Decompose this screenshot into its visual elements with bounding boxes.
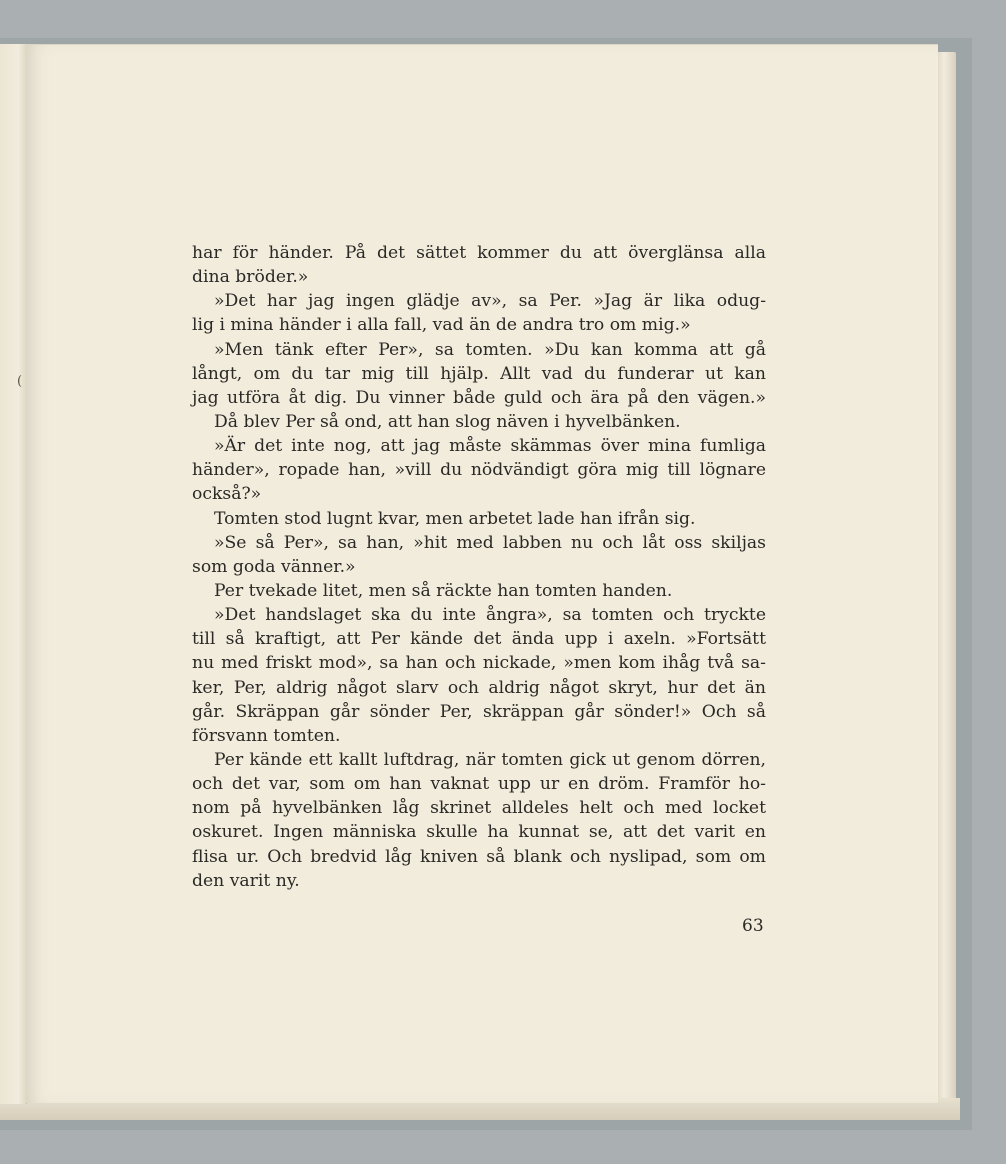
- text-line: också?»: [192, 484, 262, 505]
- margin-mark: (: [17, 374, 23, 389]
- text-line: »Det har jag ingen glädje av», sa Per. »Jag är lika odug-: [214, 291, 766, 312]
- text-line: har för händer. På det sättet kommer du att överglänsa alla: [192, 243, 766, 263]
- text-line: »Se så Per», sa han, »hit med labben nu och låt oss skiljas: [214, 532, 766, 553]
- text-line: Per tvekade litet, men så räckte han tomten handen.: [214, 580, 673, 601]
- text-line: nom på hyvelbänken låg skrinet alldeles helt och med locket: [192, 798, 766, 819]
- text-line: Tomten stod lugnt kvar, men arbetet lade han ifrån sig.: [214, 508, 696, 529]
- text-line: nu med friskt mod», sa han och nickade, »men kom ihåg två sa-: [192, 653, 766, 674]
- text-line: »Är det inte nog, att jag måste skämmas över mina fumliga: [214, 436, 766, 457]
- text-line: jag utföra åt dig. Du vinner både guld och ära på den vägen.»: [192, 387, 766, 408]
- text-line: långt, om du tar mig till hjälp. Allt vad du funderar ut kan: [192, 363, 766, 384]
- text-line: händer», ropade han, »vill du nödvändigt göra mig till lögnare: [192, 460, 766, 481]
- text-line: ker, Per, aldrig något slarv och aldrig något skryt, hur det än: [192, 677, 766, 698]
- text-line: »Men tänk efter Per», sa tomten. »Du kan komma att gå: [214, 339, 766, 360]
- text-line: och det var, som om han vaknat upp ur en dröm. Framför ho-: [192, 774, 766, 795]
- left-page-strip: [0, 44, 27, 1104]
- text-line: som goda vänner.»: [192, 556, 356, 577]
- text-line: till så kraftigt, att Per kände det ända upp i axeln. »Fortsätt: [192, 629, 766, 650]
- text-line: »Det handslaget ska du inte ångra», sa tomten och tryckte: [214, 605, 766, 626]
- text-line: försvann tomten.: [192, 725, 341, 746]
- text-line: Per kände ett kallt luftdrag, när tomten gick ut genom dörren,: [214, 749, 766, 770]
- text-line: oskuret. Ingen människa skulle ha kunnat se, att det varit en: [192, 822, 766, 843]
- page-number: 63: [742, 916, 764, 936]
- text-line: dina bröder.»: [192, 267, 309, 288]
- body-text: [192, 241, 766, 893]
- text-line: flisa ur. Och bredvid låg kniven så blank och nyslipad, som om: [192, 846, 766, 867]
- text-line: Då blev Per så ond, att han slog näven i hyvelbänken.: [214, 411, 681, 432]
- right-page: [26, 44, 938, 1103]
- text-line: den varit ny.: [192, 870, 300, 891]
- text-line: lig i mina händer i alla fall, vad än de andra tro om mig.»: [192, 315, 691, 336]
- text-line: går. Skräppan går sönder Per, skräppan går sönder!» Och så: [192, 701, 766, 722]
